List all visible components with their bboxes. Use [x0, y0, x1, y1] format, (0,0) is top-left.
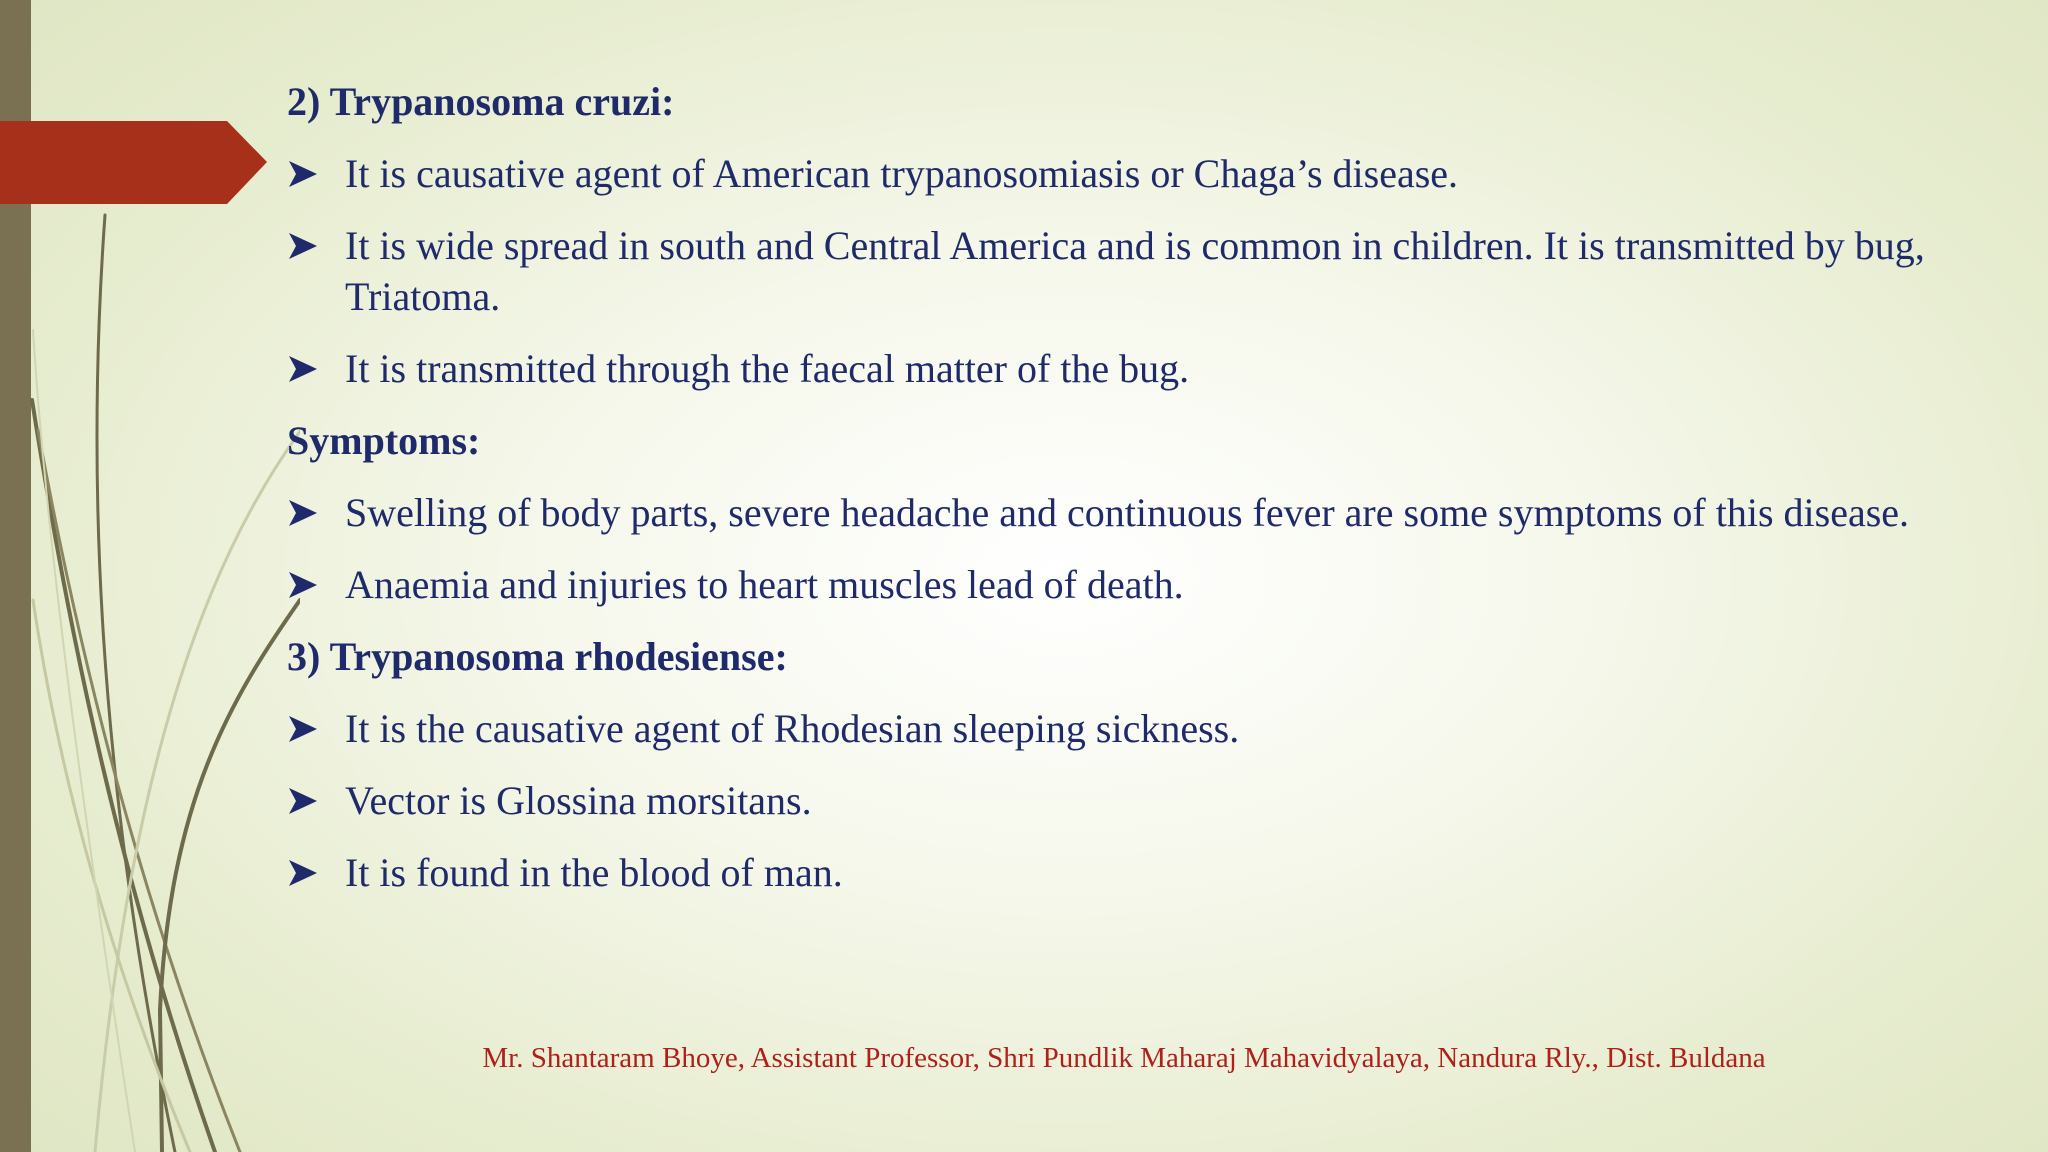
section-heading-symptoms: Symptoms: — [287, 418, 481, 463]
bullet-item — [287, 559, 1987, 610]
bullet-item — [287, 220, 1987, 322]
bullet-text: Anaemia and injuries to heart muscles lead of death. — [345, 562, 1184, 607]
bullet-item — [287, 847, 1987, 898]
bullet-item — [287, 487, 1987, 538]
bullet-text: Swelling of body parts, severe headache and continuous fever are some symptoms of this disease. — [345, 490, 1910, 535]
bullet-text: It is found in the blood of man. — [345, 850, 843, 895]
section-heading-t-cruzi: 2) Trypanosoma cruzi: — [287, 79, 675, 124]
arrowhead-bullet-icon — [289, 161, 317, 187]
bullet-text: It is the causative agent of Rhodesian sleeping sickness. — [345, 706, 1240, 751]
bullet-list-t-cruzi — [287, 148, 1987, 394]
arrowhead-bullet-icon — [289, 500, 317, 526]
bullet-item — [287, 775, 1987, 826]
arrowhead-bullet-icon — [289, 356, 317, 382]
arrowhead-bullet-icon — [289, 788, 317, 814]
red-arrow-banner-icon — [0, 0, 300, 300]
bullet-item — [287, 148, 1987, 199]
bullet-text: It is wide spread in south and Central America and is common in children. It is transmitted by bug, Triatoma. — [345, 223, 1925, 319]
footer-credit: Mr. Shantaram Bhoye, Assistant Professor, Shri Pundlik Maharaj Mahavidyalaya, Nandura Rly., Dist. Buldana — [482, 1042, 1766, 1074]
slide-content — [287, 76, 1987, 919]
arrowhead-bullet-icon — [289, 716, 317, 742]
arrowhead-bullet-icon — [289, 572, 317, 598]
bullet-text: It is causative agent of American trypanosomiasis or Chaga’s disease. — [345, 151, 1459, 196]
bullet-list-symptoms — [287, 487, 1987, 610]
arrowhead-bullet-icon — [289, 233, 317, 259]
bullet-list-t-rhodesiense — [287, 703, 1987, 898]
arrowhead-bullet-icon — [289, 860, 317, 886]
bullet-text: Vector is Glossina morsitans. — [345, 778, 812, 823]
section-heading-t-rhodesiense: 3) Trypanosoma rhodesiense: — [287, 634, 788, 679]
bullet-text: It is transmitted through the faecal matter of the bug. — [345, 346, 1190, 391]
bullet-item — [287, 703, 1987, 754]
bullet-item — [287, 343, 1987, 394]
